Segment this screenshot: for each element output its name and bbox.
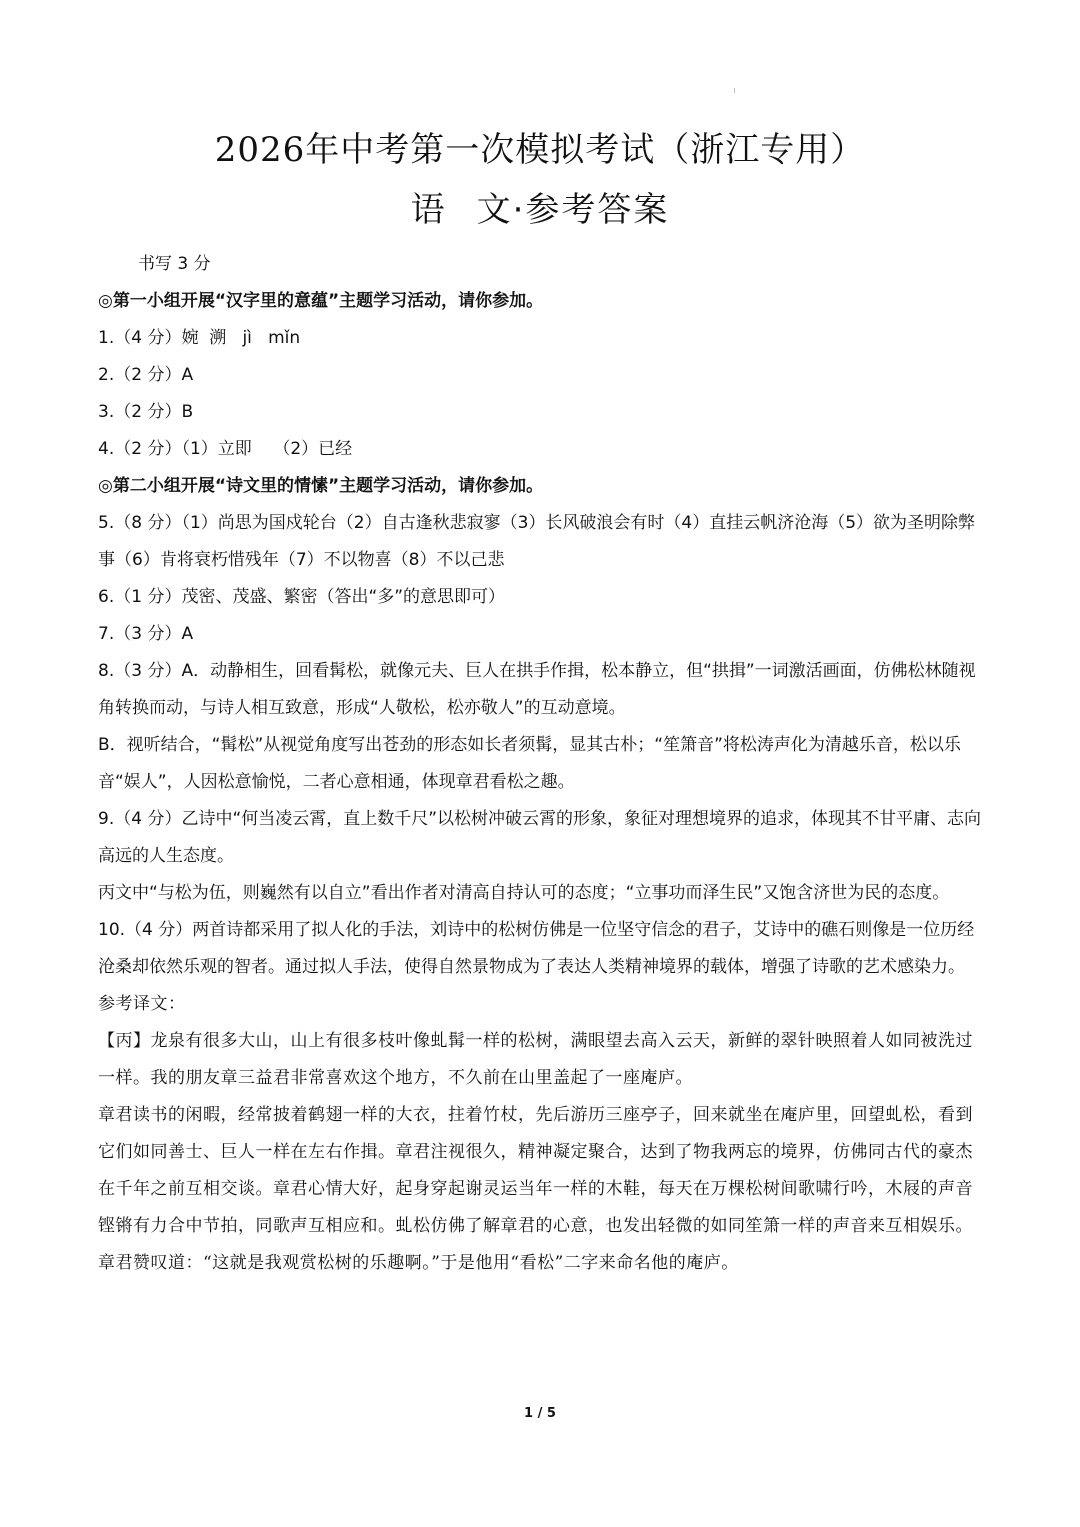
answer-q5: 5.（8 分）（1）尚思为国戍轮台（2）自古逢秋悲寂寥（3）长风破浪会有时（4）直挂云帆济沧海（5）欲为圣明除弊事（6）肯将衰朽惜残年（7）不以物喜（8）不以己悲 <box>98 513 976 570</box>
answer-q4: 4.（2 分）（1）立即 （2）已经 <box>98 439 353 459</box>
reference-translation-label: 参考译文： <box>98 994 186 1014</box>
answer-q7: 7.（3 分）A <box>98 624 194 644</box>
translation-paragraph-2: 章君读书的闲暇，经常披着鹤翅一样的大衣，拄着竹杖，先后游历三座亭子，回来就坐在庵庐里，回望虬松，看到它们如同善士、巨人一样在左右作揖。章君注视很久，精神凝定聚合，达到了物我两忘的境界，仿佛同古代的豪杰在千年之前互相交谈。章君心情大好，起身穿起谢灵运当年一样的木鞋，每天在万棵松树间歌啸行吟，木屐的声音铿锵有力合中节拍，同歌声互相应和。虬松仿佛了解章君的心意，也发出轻微的如同笙箫一样的声音来互相娱乐。章君赞叹道：“这就是我观赏松树的乐趣啊。”于是他用“看松”二字来命名他的庵庐。 <box>98 1105 973 1273</box>
answer-q9-b: 丙文中“与松为伍，则巍然有以自立”看出作者对清高自持认可的态度；“立事功而泽生民”又饱含济世为民的态度。 <box>98 883 950 903</box>
exam-title: 2026年中考第一次模拟考试（浙江专用） <box>214 130 866 170</box>
answer-q8-b: B．视听结合，“髯松”从视觉角度写出苍劲的形态如长者须髯，显其古朴；“笙箫音”将松涛声化为清越乐音，松以乐音“娱人”，人因松意愉悦，二者心意相通，体现章君看松之趣。 <box>98 735 961 792</box>
answer-q6: 6.（1 分）茂密、茂盛、繁密（答出“多”的意思即可） <box>98 587 506 607</box>
answer-q1: 1.（4 分）婉 溯 jì mǐn <box>98 328 301 348</box>
answer-q3: 3.（2 分）B <box>98 402 194 422</box>
scan-mark <box>734 88 735 93</box>
translation-paragraph-1: 【丙】龙泉有很多大山，山上有很多枝叶像虬髯一样的松树，满眼望去高入云天，新鲜的翠针映照着人如同被洗过一样。我的朋友章三益君非常喜欢这个地方，不久前在山里盖起了一座庵庐。 <box>98 1031 973 1088</box>
answer-q8-a: 8.（3 分）A．动静相生，回看髯松，就像元夫、巨人在拱手作揖，松本静立，但“拱揖”一词激活画面，仿佛松林随视角转换而动，与诗人相互致意，形成“人敬松，松亦敬人”的互动意境。 <box>98 661 976 718</box>
page-number: 1 / 5 <box>524 1406 556 1421</box>
answer-q9-a: 9.（4 分）乙诗中“何当凌云霄，直上数千尺”以松树冲破云霄的形象，象征对理想境界的追求，体现其不甘平庸、志向高远的人生态度。 <box>98 809 982 866</box>
answer-content <box>98 246 984 1282</box>
subject-subtitle <box>0 188 1080 232</box>
section-heading-2: ◎第二小组开展“诗文里的情愫”主题学习活动，请你参加。 <box>98 476 544 496</box>
subtitle-subject: 语 <box>410 190 447 230</box>
writing-score: 书写 3 分 <box>138 254 211 274</box>
answer-q2: 2.（2 分）A <box>98 365 194 385</box>
subtitle-answer-key: 文·参考答案 <box>476 190 670 230</box>
section-heading-1: ◎第一小组开展“汉字里的意蕴”主题学习活动，请你参加。 <box>98 291 544 311</box>
answer-q10: 10.（4 分）两首诗都采用了拟人化的手法，刘诗中的松树仿佛是一位坚守信念的君子，艾诗中的礁石则像是一位历经沧桑却依然乐观的智者。通过拟人手法，使得自然景物成为了表达人类精神境界的载体，增强了诗歌的艺术感染力。 <box>98 920 975 977</box>
